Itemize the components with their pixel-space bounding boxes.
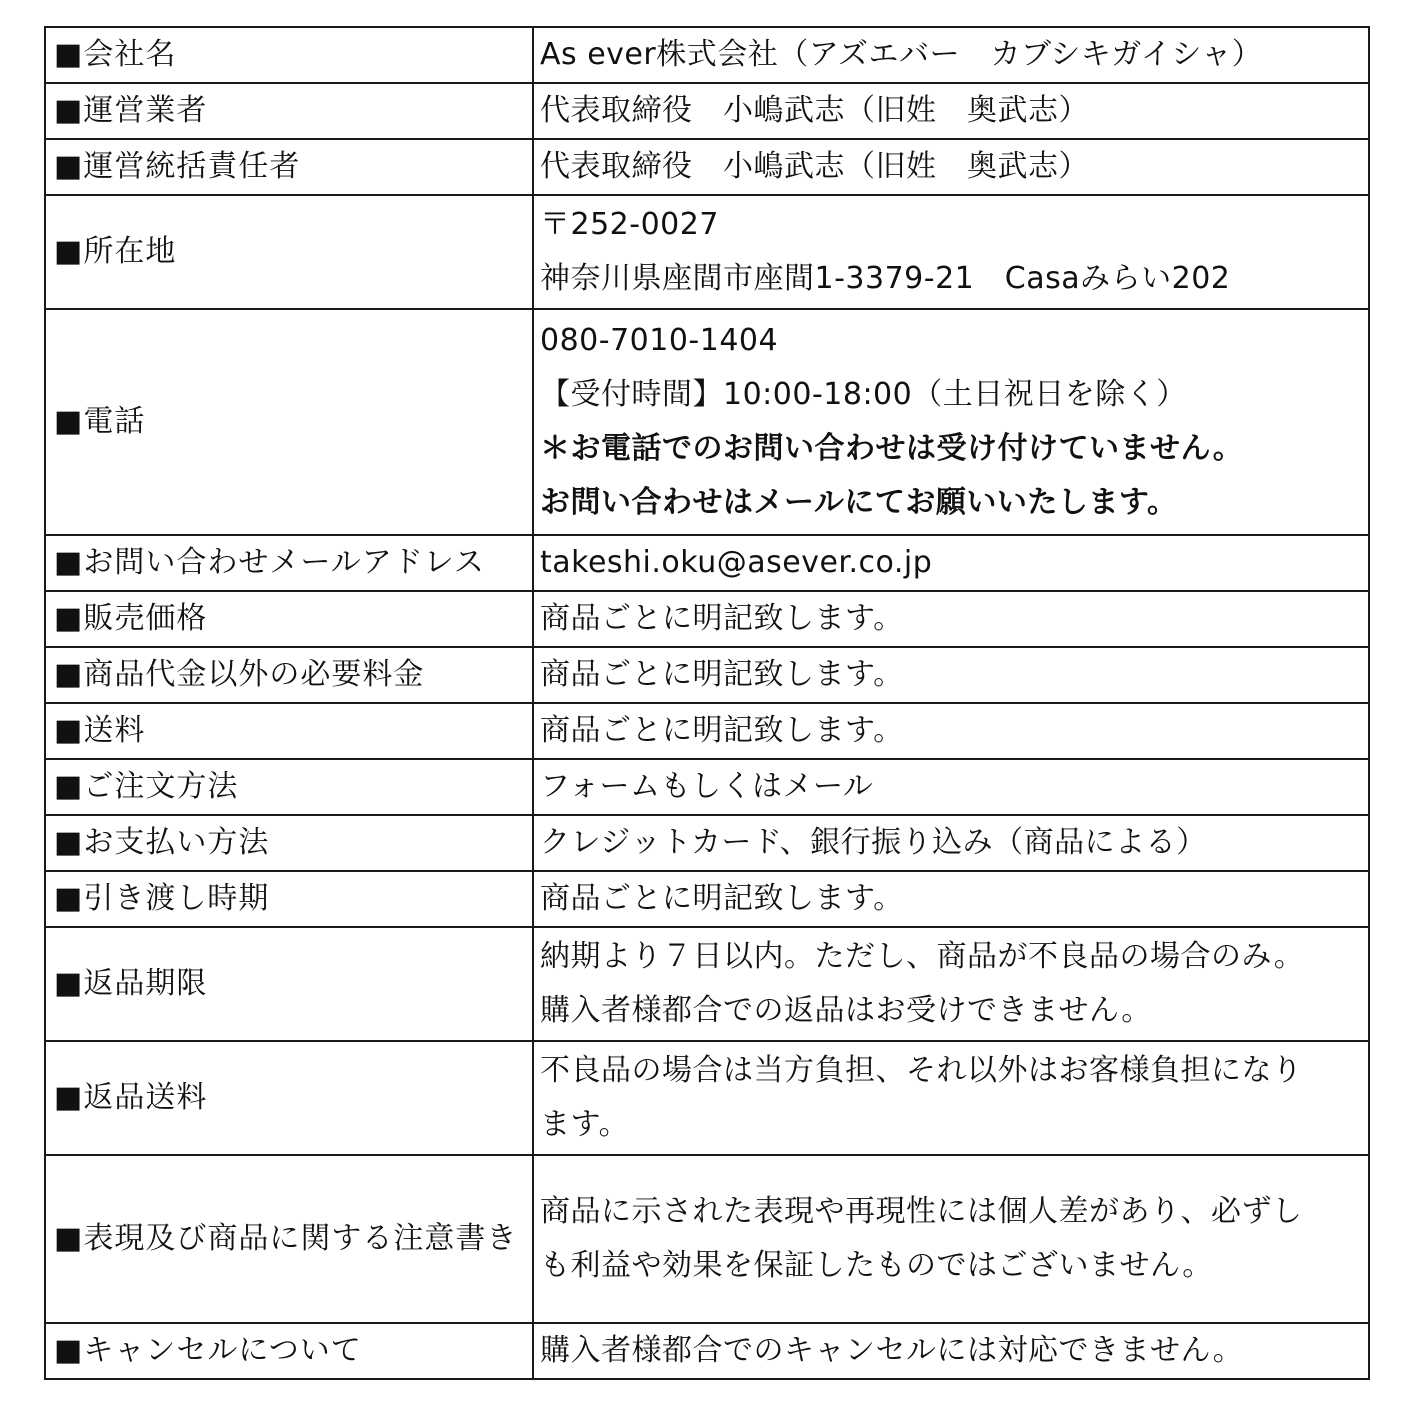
row-label: ■所在地	[45, 195, 533, 309]
row-value	[533, 927, 1369, 1041]
row-label: ■キャンセルについて	[45, 1323, 533, 1379]
row-label: ■運営統括責任者	[45, 139, 533, 195]
row-label: ■会社名	[45, 27, 533, 83]
row-value-line: 代表取締役 小嶋武志（旧姓 奥武志）	[540, 93, 1089, 128]
row-label: ■送料	[45, 703, 533, 759]
row-value	[533, 703, 1369, 759]
row-value-line: 納期より７日以内。ただし、商品が不良品の場合のみ。	[540, 939, 1305, 974]
row-label: ■表現及び商品に関する注意書き	[45, 1155, 533, 1323]
row-company-name	[45, 27, 1369, 83]
row-value-line: 商品ごとに明記致します。	[540, 713, 904, 748]
row-value	[533, 871, 1369, 927]
reception-hours: 【受付時間】10:00-18:00（土日祝日を除く）	[540, 377, 1187, 412]
row-delivery-time	[45, 871, 1369, 927]
row-label: ■引き渡し時期	[45, 871, 533, 927]
phone-notice: ＊お電話でのお問い合わせは受け付けていません。	[540, 431, 1244, 466]
row-value-line: As ever株式会社（アズエバー カブシキガイシャ）	[540, 37, 1263, 72]
row-phone	[45, 309, 1369, 535]
contact-email-link[interactable]: takeshi.oku@asever.co.jp	[540, 545, 933, 580]
row-cancellation	[45, 1323, 1369, 1379]
row-label: ■お問い合わせメールアドレス	[45, 535, 533, 591]
row-value	[533, 139, 1369, 195]
row-label: ■販売価格	[45, 591, 533, 647]
row-value	[533, 815, 1369, 871]
row-value	[533, 83, 1369, 139]
postal-code: 〒252-0027	[540, 207, 719, 242]
row-operations-manager	[45, 139, 1369, 195]
row-value	[533, 759, 1369, 815]
row-value-line: ます。	[540, 1107, 630, 1142]
row-label: ■返品送料	[45, 1041, 533, 1155]
row-value-line: 購入者様都合での返品はお受けできません。	[540, 993, 1152, 1028]
row-address	[45, 195, 1369, 309]
row-value-line: も利益や効果を保証したものではございません。	[540, 1248, 1213, 1283]
row-disclaimer	[45, 1155, 1369, 1323]
row-value[interactable]	[533, 535, 1369, 591]
row-value-line: フォームもしくはメール	[540, 769, 874, 804]
row-value	[533, 309, 1369, 535]
row-return-deadline	[45, 927, 1369, 1041]
row-order-method	[45, 759, 1369, 815]
row-value-line: 商品ごとに明記致します。	[540, 657, 904, 692]
row-label: ■返品期限	[45, 927, 533, 1041]
row-shipping-fee	[45, 703, 1369, 759]
row-operator	[45, 83, 1369, 139]
row-value	[533, 195, 1369, 309]
row-label: ■運営業者	[45, 83, 533, 139]
row-value-line: クレジットカード、銀行振り込み（商品による）	[540, 825, 1207, 860]
tokushoho-info-table-container	[44, 26, 1370, 1380]
row-value-line: 代表取締役 小嶋武志（旧姓 奥武志）	[540, 149, 1089, 184]
row-value-line: 商品に示された表現や再現性には個人差があり、必ずし	[540, 1194, 1303, 1229]
row-value-line: 不良品の場合は当方負担、それ以外はお客様負担になり	[540, 1053, 1303, 1088]
row-value	[533, 591, 1369, 647]
row-return-shipping	[45, 1041, 1369, 1155]
row-value	[533, 647, 1369, 703]
email-request-notice: お問い合わせはメールにてお願いいたします。	[540, 485, 1178, 520]
row-value-line: 商品ごとに明記致します。	[540, 881, 904, 916]
row-extra-fees	[45, 647, 1369, 703]
row-value-line: 購入者様都合でのキャンセルには対応できません。	[540, 1333, 1244, 1368]
row-value-line: 商品ごとに明記致します。	[540, 601, 904, 636]
row-sales-price	[45, 591, 1369, 647]
row-label: ■電話	[45, 309, 533, 535]
row-label: ■ご注文方法	[45, 759, 533, 815]
row-value	[533, 1041, 1369, 1155]
street-address: 神奈川県座間市座間1-3379-21 Casaみらい202	[540, 261, 1231, 296]
row-value	[533, 1323, 1369, 1379]
row-value	[533, 27, 1369, 83]
row-label: ■商品代金以外の必要料金	[45, 647, 533, 703]
tokushoho-info-table	[44, 26, 1370, 1380]
row-value	[533, 1155, 1369, 1323]
row-contact-email	[45, 535, 1369, 591]
row-label: ■お支払い方法	[45, 815, 533, 871]
phone-number: 080-7010-1404	[540, 323, 779, 358]
row-payment-method	[45, 815, 1369, 871]
